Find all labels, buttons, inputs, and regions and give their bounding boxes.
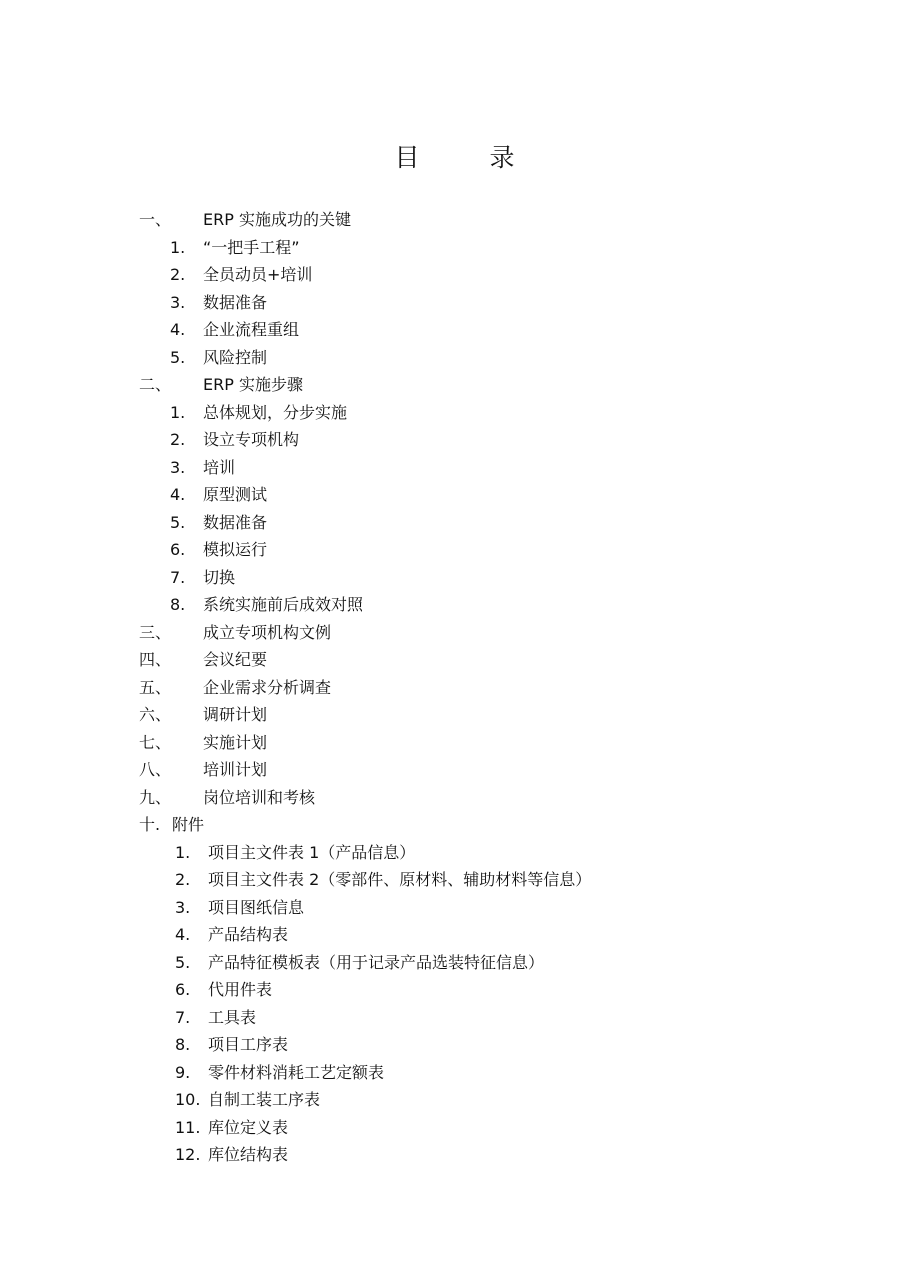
toc-text: 风险控制: [203, 347, 268, 367]
toc-text: 数据准备: [203, 292, 268, 312]
toc-text: 系统实施前后成效对照: [203, 595, 364, 614]
toc-number: 2.: [170, 265, 186, 284]
toc-appendix-item: [0, 839, 909, 867]
toc-appendix-item: [0, 949, 909, 977]
toc-number: 4.: [170, 485, 186, 504]
toc-text: 培训: [203, 457, 236, 477]
toc-number: 5.: [170, 347, 186, 367]
toc-section: [0, 371, 909, 399]
toc-number: 九、: [139, 787, 172, 807]
toc-item: [0, 316, 909, 344]
toc-number: 7.: [175, 1007, 191, 1027]
toc-text: 产品特征模板表（用于记录产品选装特征信息）: [208, 952, 545, 972]
toc-number: 8.: [175, 1035, 191, 1054]
toc-section: [0, 701, 909, 729]
toc-number: 8.: [170, 595, 186, 614]
toc-number: 四、: [139, 650, 172, 669]
toc-number: 6.: [170, 540, 186, 559]
toc-number: 5.: [175, 952, 191, 972]
toc-section: [0, 619, 909, 647]
toc-number: 3.: [170, 292, 186, 312]
toc-number: 1.: [170, 237, 186, 257]
toc-appendix-item: [0, 1141, 909, 1169]
toc-section: [0, 729, 909, 757]
toc-text: “一把手工程”: [203, 237, 300, 257]
toc-text: 产品结构表: [208, 925, 289, 944]
toc-item: [0, 399, 909, 427]
toc-text: 成立专项机构文例: [203, 622, 332, 642]
toc-number: 9.: [175, 1062, 191, 1082]
toc-appendix-item: [0, 894, 909, 922]
title-char-1: 目: [394, 143, 420, 172]
toc-number: 6.: [175, 980, 191, 999]
toc-number: 11.: [175, 1117, 201, 1137]
toc-number: 1.: [170, 402, 186, 422]
toc-text: 全员动员+培训: [203, 265, 313, 284]
toc-text: 设立专项机构: [203, 430, 300, 449]
toc-item: [0, 261, 909, 289]
toc-number: 三、: [139, 622, 172, 642]
toc-number: 八、: [139, 760, 172, 779]
toc-item: [0, 234, 909, 262]
toc-item: [0, 481, 909, 509]
toc-section: [0, 674, 909, 702]
toc-appendix-item: [0, 1031, 909, 1059]
toc-text: 实施计划: [203, 732, 268, 752]
toc-appendix-item: [0, 866, 909, 894]
toc-item: [0, 344, 909, 372]
toc-number: 3.: [175, 897, 191, 917]
toc-number: 10.: [175, 1090, 201, 1109]
toc-appendix-item: [0, 1086, 909, 1114]
toc-number: 十.: [139, 815, 161, 834]
toc-appendix-item: [0, 921, 909, 949]
toc-item: [0, 426, 909, 454]
toc-appendix-item: [0, 976, 909, 1004]
toc-item: [0, 454, 909, 482]
toc-number: 12.: [175, 1145, 201, 1164]
toc-number: 4.: [170, 320, 186, 339]
toc-number: 一、: [139, 210, 172, 229]
toc-text: 工具表: [208, 1007, 257, 1027]
toc-number: 3.: [170, 457, 186, 477]
toc-item: [0, 591, 909, 619]
toc-section: [0, 784, 909, 812]
toc-text: 自制工装工序表: [208, 1090, 321, 1109]
toc-number: 2.: [175, 870, 191, 889]
toc-number: 七、: [139, 732, 172, 752]
toc-text: 项目图纸信息: [208, 897, 305, 917]
toc-section: [0, 206, 909, 234]
toc-text: 总体规划，分步实施: [203, 402, 348, 422]
toc-text: ERP 实施步骤: [203, 375, 303, 394]
toc-number: 5.: [170, 512, 186, 532]
page-title: [0, 140, 909, 176]
toc-section: [0, 646, 909, 674]
toc-text: 培训计划: [203, 760, 268, 779]
toc-item: [0, 289, 909, 317]
title-char-2: 录: [489, 143, 515, 172]
toc-section-appendix: [0, 811, 909, 839]
toc-number: 4.: [175, 925, 191, 944]
toc-text: 项目主文件表 2（零部件、原材料、辅助材料等信息）: [208, 870, 592, 889]
toc-text: 企业流程重组: [203, 320, 300, 339]
toc-text: 模拟运行: [203, 540, 268, 559]
toc-text: 库位定义表: [208, 1117, 289, 1137]
table-of-contents: [0, 206, 909, 1169]
toc-number: 2.: [170, 430, 186, 449]
toc-text: 数据准备: [203, 512, 268, 532]
toc-item: [0, 536, 909, 564]
toc-text: 岗位培训和考核: [203, 787, 316, 807]
toc-text: 项目工序表: [208, 1035, 289, 1054]
toc-appendix-item: [0, 1004, 909, 1032]
toc-item: [0, 509, 909, 537]
toc-section: [0, 756, 909, 784]
toc-text: 库位结构表: [208, 1145, 289, 1164]
toc-text: 代用件表: [208, 980, 273, 999]
toc-text: 零件材料消耗工艺定额表: [208, 1062, 385, 1082]
toc-text: 附件: [172, 815, 205, 834]
toc-text: 企业需求分析调查: [203, 677, 332, 697]
toc-appendix-item: [0, 1114, 909, 1142]
toc-number: 二、: [139, 375, 172, 394]
toc-number: 五、: [139, 677, 172, 697]
toc-text: 项目主文件表 1（产品信息）: [208, 842, 416, 862]
toc-appendix-item: [0, 1059, 909, 1087]
toc-text: 调研计划: [203, 705, 268, 724]
toc-text: 原型测试: [203, 485, 268, 504]
toc-number: 1.: [175, 842, 191, 862]
toc-text: ERP 实施成功的关键: [203, 210, 351, 229]
toc-item: [0, 564, 909, 592]
toc-text: 切换: [203, 567, 236, 587]
toc-text: 会议纪要: [203, 650, 268, 669]
toc-number: 六、: [139, 705, 172, 724]
toc-number: 7.: [170, 567, 186, 587]
